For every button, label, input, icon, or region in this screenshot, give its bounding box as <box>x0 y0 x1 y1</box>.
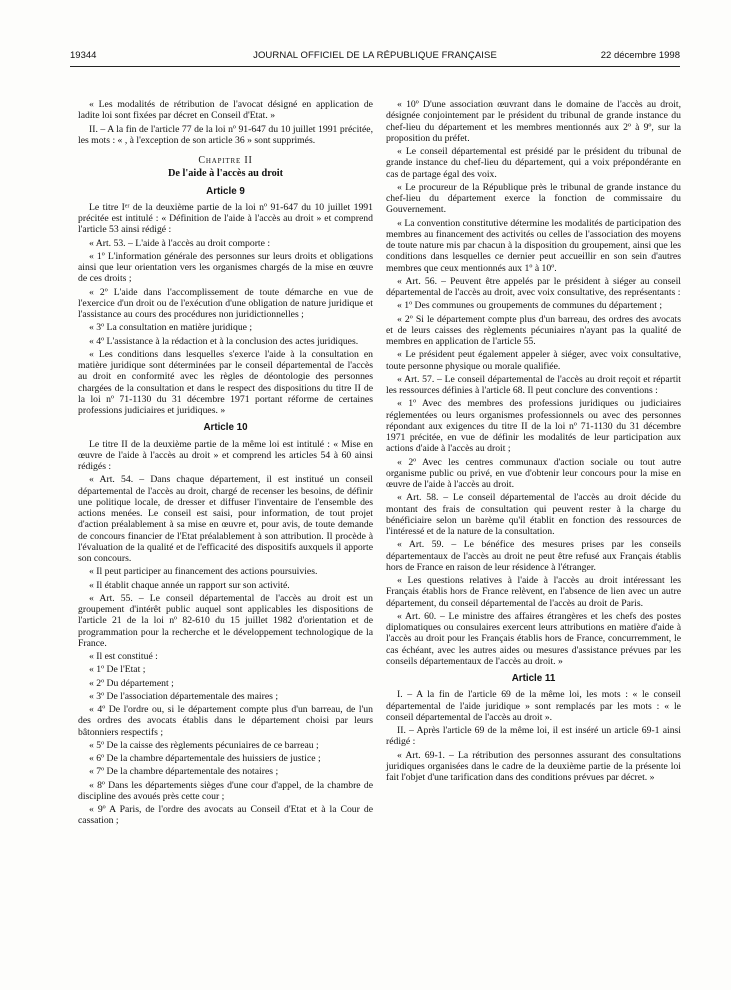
paragraph: « 1º Des communes ou groupements de communes du département ; <box>397 300 663 312</box>
paragraph: « Il est constitué : <box>89 651 158 662</box>
paragraph: II. – Après l'article 69 de la même loi, il est inséré un article 69-1 ainsi rédigé : <box>386 725 681 748</box>
paragraph: « Art. 69-1. – La rétribution des personnes assurant des consultations juridiques organisées dans le cadre de la deuxième partie de la présente loi fait l'objet d'une tarification dans des conditions prévues par décret. » <box>386 749 681 783</box>
paragraph: « 2º Avec les centres communaux d'action sociale ou tout autre organisme public ou privé, en vue d'obtenir leur concours pour la mise en œuvre de l'aide à l'accès au droit. <box>386 456 681 490</box>
paragraph: « 8º Dans les départements sièges d'une cour d'appel, de la chambre de discipline des avoués près cette cour ; <box>78 779 373 802</box>
paragraph: « 3º De l'association départementale des maires ; <box>89 690 279 702</box>
paragraph: « 5º De la caisse des règlements pécuniaires de ce barreau ; <box>89 739 319 751</box>
paragraph: « 10º D'une association œuvrant dans le domaine de l'accès au droit, désignée conjointement par le président du tribunal de grande instance du chef-lieu du département et les membres mentionnés aux 2º à 9º, sur la proposition du préfet. <box>386 99 681 144</box>
paragraph: « 2º L'aide dans l'accomplissement de toute démarche en vue de l'exercice d'un droit ou de l'exécution d'une obligation de nature juridique et l'assistance au cours des procédures non juridictionnelles ; <box>78 286 373 320</box>
paragraph: « 2º Si le département compte plus d'un barreau, des ordres des avocats et de leurs caisses des règlements pécuniaires n'ayant pas la qualité de membres en application de l'article 55. <box>386 313 681 347</box>
paragraph: « 3º La consultation en matière juridique ; <box>89 322 253 334</box>
chapter-title: De l'aide à l'accès au droit <box>167 168 284 180</box>
paragraph: « Il peut participer au financement des actions poursuivies. <box>89 566 318 578</box>
article-heading: Article 9 <box>206 185 245 197</box>
paragraph: « Art. 53. – L'aide à l'accès au droit comporte : <box>89 237 271 249</box>
paragraph: Le titre Iᵉʳ de la deuxième partie de la loi nº 91-647 du 10 juillet 1991 précitée est intitulé : « Définition de l'aide à l'accès au droit » et comprend l'article 53 ainsi rédigé : <box>78 201 373 236</box>
left-column <box>78 99 373 829</box>
paragraph: « Le procureur de la République près le tribunal de grande instance du chef-lieu du département exerce la fonction de commissaire du Gouvernement. <box>386 181 681 216</box>
paragraph: « Les questions relatives à l'aide à l'accès au droit intéressant les Français établis hors de France relèvent, en l'absence de lien avec un autre département, du conseil départemental de l'accès au droit de Paris. <box>386 575 681 609</box>
journal-title: JOURNAL OFFICIEL DE LA RÉPUBLIQUE FRANÇAISE <box>253 50 497 61</box>
page-number: 19344 <box>70 50 97 61</box>
paragraph: « 9º A Paris, de l'ordre des avocats au Conseil d'Etat et à la Cour de cassation ; <box>78 804 373 827</box>
paragraph: « Le président peut également appeler à siéger, avec voix consultative, toute personne physique ou morale qualifiée. <box>386 349 681 372</box>
article-heading: Article 10 <box>203 422 248 434</box>
paragraph: « 2º Du département ; <box>89 677 174 689</box>
paragraph: « 1º Avec des membres des professions juridiques ou judiciaires réglementées ou leurs organismes professionnels ou avec des personnes répondant aux exigences du titre II de la loi nº 71-1130 du 31 décembre 1971 précitée, en vue de définir les modalités de leur participation aux actions d'aide à l'accès au droit ; <box>386 398 681 455</box>
paragraph: « Art. 56. – Peuvent être appelés par le président à siéger au conseil départemental de l'accès au droit, avec voix consultative, des représentants : <box>386 275 681 298</box>
page-header <box>70 50 680 66</box>
paragraph: « Art. 54. – Dans chaque département, il est institué un conseil départemental de l'accès au droit, chargé de recenser les besoins, de définir une politique locale, de dresser et diffuser l'inventaire de l'ensemble des actions menées. Le conseil est saisi, pour information, de tout projet d'action préalablement à sa mise en œuvre et, pour avis, de toute demande de concours financier de l'Etat préalablement à son attribution. Il procède à l'évaluation de la qualité et de l'efficacité des dispositifs auxquels il apporte son concours. <box>78 474 373 564</box>
paragraph: « Art. 58. – Le conseil départemental de l'accès au droit décide du montant des frais de consultation qui peuvent rester à la charge du bénéficiaire selon un barème qu'il établit en fonction des ressources de l'intéressé et de la nature de la consultation. <box>386 492 681 537</box>
paragraph: « Les modalités de rétribution de l'avocat désigné en application de ladite loi sont fixées par décret en Conseil d'Etat. » <box>78 99 373 122</box>
chapter-heading: Chapitre II <box>198 155 253 166</box>
paragraph: « 6º De la chambre départementale des huissiers de justice ; <box>89 753 321 764</box>
paragraph: « 4º L'assistance à la rédaction et à la conclusion des actes juridiques. <box>89 335 359 347</box>
paragraph: « Les conditions dans lesquelles s'exerce l'aide à la consultation en matière juridique sont déterminées par le conseil départemental de l'accès au droit en conformité avec les règles de déontologie des personnes chargées de la consultation et dans le respect des dispositions du titre II de la loi nº 71-1130 du 31 décembre 1971 portant réforme de certaines professions judiciaires et juridiques. » <box>78 348 373 416</box>
paragraph: « Le conseil départemental est présidé par le président du tribunal de grande instance du chef-lieu du département, qui a voix prépondérante en cas de partage égal des voix. <box>386 146 681 180</box>
paragraph: « Il établit chaque année un rapport sur son activité. <box>89 579 290 591</box>
paragraph: « 4º De l'ordre ou, si le département compte plus d'un barreau, de l'un des ordres des avocats établis dans le département choisi par leurs bâtonniers respectifs ; <box>78 704 373 738</box>
paragraph: I. – A la fin de l'article 69 de la même loi, les mots : « le conseil départemental de l'aide juridique » sont remplacés par les mots : « le conseil départemental de l'accès au droit ». <box>386 689 681 723</box>
header-rule <box>70 66 680 67</box>
paragraph: « Art. 60. – Le ministre des affaires étrangères et les chefs des postes diplomatiques ou consulaires exercent leurs attributions en matière d'aide à l'accès au droit pour les Français établis hors de France, concurremment, le cas échéant, avec les autres aides ou mesures d'assistance prévues par les conseils départementaux de l'accès au droit. » <box>386 610 681 667</box>
right-column <box>386 99 681 785</box>
paragraph: II. – A la fin de l'article 77 de la loi nº 91-647 du 10 juillet 1991 précitée, les mots : « , à l'exception de son article 36 » sont supprimés. <box>78 123 373 146</box>
paragraph: « La convention constitutive détermine les modalités de participation des membres au financement des activités ou celles de l'association des moyens de toute nature mis par chacun à la disposition du groupement, ainsi que les conditions dans lesquelles ce dernier peut accueillir en son sein d'autres membres que ceux mentionnés aux 1º à 10º. <box>386 217 681 274</box>
paragraph: « 7º De la chambre départementale des notaires ; <box>89 766 279 778</box>
paragraph: « Art. 59. – Le bénéfice des mesures prises par les conseils départementaux de l'accès au droit ne peut être refusé aux Français établis hors de France en raison de leur résidence à l'étranger. <box>386 539 681 573</box>
paragraph: « 1º De l'Etat ; <box>89 664 146 676</box>
paragraph: « 1º L'information générale des personnes sur leurs droits et obligations ainsi que leur orientation vers les organismes chargés de la mise en œuvre de ces droits ; <box>78 250 373 285</box>
paragraph: Le titre II de la deuxième partie de la même loi est intitulé : « Mise en œuvre de l'aide à l'accès au droit » et comprend les articles 54 à 60 ainsi rédigés : <box>78 438 373 472</box>
paragraph: « Art. 55. – Le conseil départemental de l'accès au droit est un groupement d'intérêt public auquel sont applicables les dispositions de l'article 21 de la loi nº 82-610 du 15 juillet 1982 d'orientation et de programmation pour la recherche et le développement technologique de la France. <box>78 592 373 649</box>
paragraph: « Art. 57. – Le conseil départemental de l'accès au droit reçoit et répartit les ressources définies à l'article 68. Il peut conclure des conventions : <box>386 373 681 396</box>
article-heading: Article 11 <box>511 673 556 684</box>
publication-date: 22 décembre 1998 <box>600 50 680 61</box>
